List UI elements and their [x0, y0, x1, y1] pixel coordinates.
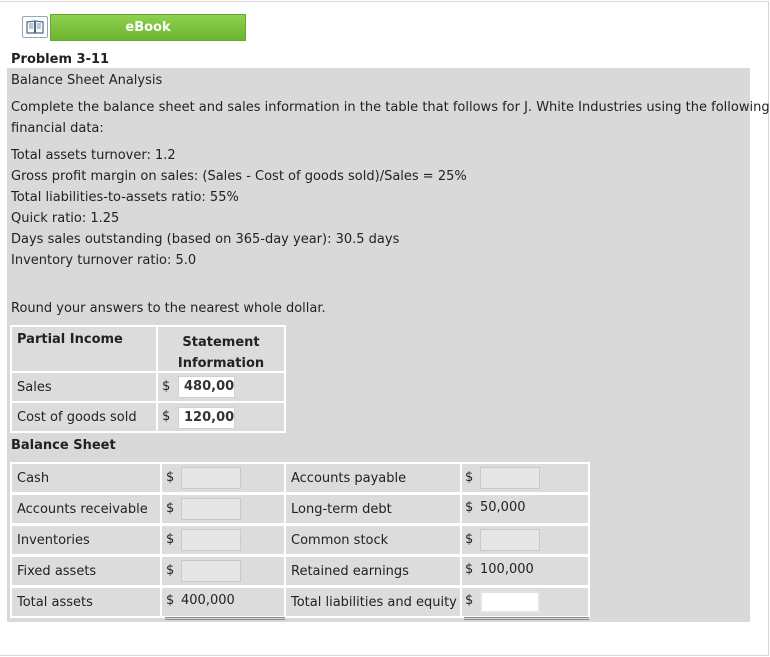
- intro-text-line1: Complete the balance sheet and sales information in the table that follows for J. White Industries using the following: [11, 100, 770, 115]
- balance-left-label: Accounts receivable: [10, 493, 162, 525]
- currency-symbol: $: [166, 501, 175, 516]
- round-note: Round your answers to the nearest whole dollar.: [11, 301, 326, 316]
- fact-item: Total liabilities-to-assets ratio: 55%: [11, 190, 239, 205]
- income-header-statement: [156, 325, 286, 373]
- fact-item: Inventory turnover ratio: 5.0: [11, 253, 197, 268]
- balance-left-label: Total assets: [10, 586, 162, 618]
- long-term-debt-value: 50,000: [480, 500, 526, 515]
- balance-right-label: Long-term debt: [284, 493, 462, 525]
- currency-symbol: $: [465, 562, 474, 577]
- fact-item: Days sales outstanding (based on 365-day year): 30.5 days: [11, 232, 400, 247]
- accounts-payable-input[interactable]: [480, 467, 540, 489]
- total-liabilities-equity-input[interactable]: [480, 591, 540, 613]
- cogs-input[interactable]: 120,00: [178, 407, 235, 429]
- ebook-button[interactable]: eBook: [50, 14, 246, 41]
- balance-left-label: Fixed assets: [10, 555, 162, 587]
- problem-subtitle: Balance Sheet Analysis: [11, 73, 163, 88]
- total-assets-double-underline: [165, 617, 285, 620]
- income-row-label: Sales: [10, 371, 158, 403]
- total-assets-value: 400,000: [181, 593, 235, 608]
- accounts-receivable-input[interactable]: [181, 498, 241, 520]
- retained-earnings-value: 100,000: [480, 562, 534, 577]
- income-row-label: Cost of goods sold: [10, 401, 158, 433]
- income-header-line1: Statement: [182, 335, 260, 350]
- problem-title: Problem 3-11: [11, 52, 110, 67]
- currency-symbol: $: [465, 470, 474, 485]
- balance-right-label: Retained earnings: [284, 555, 462, 587]
- currency-symbol: $: [162, 379, 171, 394]
- fact-item: Total assets turnover: 1.2: [11, 148, 176, 163]
- income-header-line2: Information: [177, 356, 265, 371]
- currency-symbol: $: [465, 532, 474, 547]
- currency-symbol: $: [166, 593, 175, 608]
- balance-right-label: Accounts payable: [284, 462, 462, 494]
- currency-symbol: $: [465, 500, 474, 515]
- intro-text-line2: financial data:: [11, 121, 104, 136]
- currency-symbol: $: [166, 563, 175, 578]
- book-icon[interactable]: [22, 16, 48, 38]
- inventories-input[interactable]: [181, 529, 241, 551]
- fact-item: Gross profit margin on sales: (Sales - Cost of goods sold)/Sales = 25%: [11, 169, 467, 184]
- balance-left-label: Inventories: [10, 524, 162, 556]
- balance-left-label: Cash: [10, 462, 162, 494]
- balance-right-label: Common stock: [284, 524, 462, 556]
- sales-input[interactable]: 480,00: [178, 376, 235, 398]
- cash-input[interactable]: [181, 467, 241, 489]
- income-header-label: Partial Income: [10, 325, 158, 373]
- currency-symbol: $: [465, 593, 474, 608]
- ebook-bar: [22, 14, 246, 41]
- common-stock-input[interactable]: [480, 529, 540, 551]
- currency-symbol: $: [162, 409, 171, 424]
- currency-symbol: $: [166, 532, 175, 547]
- balance-sheet-title: Balance Sheet: [11, 438, 116, 453]
- balance-right-label: Total liabilities and equity: [284, 586, 462, 618]
- total-liabilities-double-underline: [464, 617, 589, 620]
- fact-item: Quick ratio: 1.25: [11, 211, 120, 226]
- currency-symbol: $: [166, 470, 175, 485]
- fixed-assets-input[interactable]: [181, 560, 241, 582]
